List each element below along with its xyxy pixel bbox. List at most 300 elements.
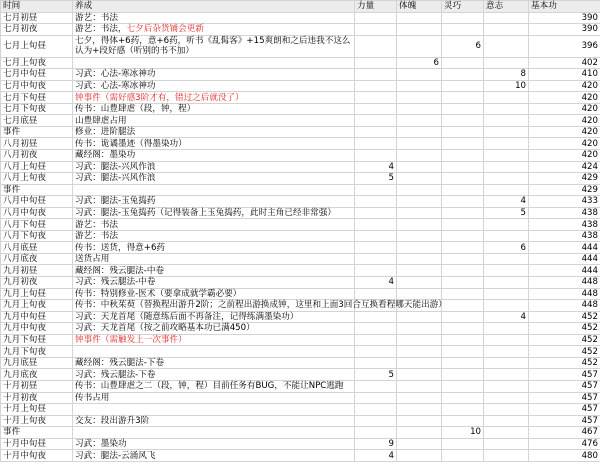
will-cell[interactable] xyxy=(484,438,529,450)
strength-cell[interactable] xyxy=(355,219,397,231)
body-cell[interactable] xyxy=(397,323,442,335)
header-cell[interactable]: 基本功 xyxy=(529,1,600,13)
time-cell[interactable]: 八月上旬昼 xyxy=(1,161,73,173)
will-cell[interactable]: 8 xyxy=(484,69,529,81)
activity-cell[interactable]: 习武：腿法-兴风作浪 xyxy=(73,161,355,173)
agility-cell[interactable] xyxy=(442,126,484,138)
time-cell[interactable]: 九月初昼 xyxy=(1,265,73,277)
agility-cell[interactable] xyxy=(442,334,484,346)
time-cell[interactable]: 十月初昼 xyxy=(1,380,73,392)
table-row xyxy=(1,184,600,196)
strength-cell[interactable] xyxy=(355,230,397,242)
basic-cell[interactable]: 457 xyxy=(529,380,600,392)
strength-cell[interactable] xyxy=(355,207,397,219)
body-cell[interactable] xyxy=(397,450,442,462)
agility-cell[interactable] xyxy=(442,242,484,254)
table-row xyxy=(1,219,600,231)
basic-cell[interactable]: 396 xyxy=(529,35,600,57)
strength-cell[interactable] xyxy=(355,392,397,404)
body-cell[interactable] xyxy=(397,80,442,92)
will-cell[interactable] xyxy=(484,115,529,127)
time-cell[interactable]: 八月中旬夜 xyxy=(1,207,73,219)
strength-cell[interactable] xyxy=(355,12,397,24)
strength-cell[interactable] xyxy=(355,184,397,196)
activity-cell[interactable]: 习武：天龙首尾（按之前攻略基本功已满450） xyxy=(73,323,355,335)
basic-cell[interactable]: 457 xyxy=(529,415,600,427)
activity-cell[interactable]: 传书：特别修业-医术（要拿成就学霸必要） xyxy=(73,288,355,300)
basic-cell[interactable]: 444 xyxy=(529,253,600,265)
body-cell[interactable] xyxy=(397,438,442,450)
agility-cell[interactable] xyxy=(442,253,484,265)
will-cell[interactable] xyxy=(484,346,529,358)
time-cell[interactable]: 七月初昼 xyxy=(1,12,73,24)
strength-cell[interactable] xyxy=(355,323,397,335)
header-row xyxy=(1,1,600,13)
agility-cell[interactable] xyxy=(442,92,484,104)
agility-cell[interactable] xyxy=(442,346,484,358)
body-cell[interactable] xyxy=(397,24,442,36)
agility-cell[interactable] xyxy=(442,69,484,81)
activity-cell[interactable]: 习武：心法-寒冰神功 xyxy=(73,80,355,92)
time-cell[interactable]: 事件 xyxy=(1,126,73,138)
agility-cell[interactable] xyxy=(442,300,484,312)
activity-cell[interactable]: 习武：腿法-玉兔捣药 xyxy=(73,196,355,208)
body-cell[interactable] xyxy=(397,311,442,323)
activity-cell[interactable]: 习武：残云腿法-中卷 xyxy=(73,277,355,289)
activity-cell[interactable]: 习武：残云腿法-下卷 xyxy=(73,369,355,381)
table-row xyxy=(1,265,600,277)
agility-cell[interactable] xyxy=(442,219,484,231)
time-cell[interactable]: 十月初夜 xyxy=(1,392,73,404)
strength-cell[interactable] xyxy=(355,150,397,162)
basic-cell[interactable]: 448 xyxy=(529,277,600,289)
basic-cell[interactable]: 429 xyxy=(529,184,600,196)
time-cell[interactable]: 事件 xyxy=(1,427,73,439)
header-cell[interactable]: 灵巧 xyxy=(442,1,484,13)
agility-cell[interactable] xyxy=(442,230,484,242)
will-cell[interactable] xyxy=(484,138,529,150)
will-cell[interactable] xyxy=(484,404,529,416)
agility-cell[interactable] xyxy=(442,277,484,289)
activity-cell[interactable]: 传书：诡谲墨迹（得墨染功） xyxy=(73,138,355,150)
basic-cell[interactable]: 452 xyxy=(529,334,600,346)
activity-text: 游艺：书法， xyxy=(75,24,127,35)
activity-cell[interactable]: 藏经阁：残云腿法-中卷 xyxy=(73,265,355,277)
strength-cell[interactable] xyxy=(355,57,397,69)
will-cell[interactable] xyxy=(484,357,529,369)
table-row xyxy=(1,346,600,358)
basic-cell[interactable]: 444 xyxy=(529,265,600,277)
time-cell[interactable]: 八月中旬昼 xyxy=(1,196,73,208)
strength-cell[interactable] xyxy=(355,35,397,57)
will-cell[interactable] xyxy=(484,219,529,231)
basic-cell[interactable]: 420 xyxy=(529,80,600,92)
will-cell[interactable] xyxy=(484,126,529,138)
table-row xyxy=(1,450,600,462)
activity-cell[interactable]: 钟事件（需触发上一次事件） xyxy=(73,334,355,346)
strength-cell[interactable] xyxy=(355,380,397,392)
activity-cell[interactable]: 交友：段出游升3阶 xyxy=(73,415,355,427)
agility-cell[interactable] xyxy=(442,138,484,150)
body-cell[interactable] xyxy=(397,196,442,208)
strength-cell[interactable] xyxy=(355,242,397,254)
time-cell[interactable]: 七月中旬昼 xyxy=(1,69,73,81)
body-cell[interactable] xyxy=(397,92,442,104)
agility-cell[interactable] xyxy=(442,115,484,127)
agility-cell[interactable] xyxy=(442,404,484,416)
body-cell[interactable] xyxy=(397,69,442,81)
body-cell[interactable] xyxy=(397,242,442,254)
table-row xyxy=(1,150,600,162)
activity-cell[interactable]: 传书：中秋茱萸（替换程出游升2阶；之前程出游换成钟，这里和上面3回合互换看程哪天能出游） xyxy=(73,300,355,312)
table-row xyxy=(1,103,600,115)
strength-cell[interactable] xyxy=(355,103,397,115)
activity-cell[interactable] xyxy=(73,427,355,439)
agility-cell[interactable] xyxy=(442,415,484,427)
time-cell[interactable]: 七月下旬夜 xyxy=(1,103,73,115)
basic-cell[interactable]: 438 xyxy=(529,219,600,231)
time-cell[interactable]: 七月上旬夜 xyxy=(1,57,73,69)
strength-cell[interactable] xyxy=(355,334,397,346)
body-cell[interactable] xyxy=(397,115,442,127)
strength-cell[interactable] xyxy=(355,311,397,323)
time-cell[interactable]: 八月初昼 xyxy=(1,138,73,150)
strength-cell[interactable] xyxy=(355,115,397,127)
activity-cell[interactable]: 钟事件（需好感3阶才有，错过之后就没了） xyxy=(73,92,355,104)
body-cell[interactable] xyxy=(397,161,442,173)
body-cell[interactable] xyxy=(397,392,442,404)
body-cell[interactable] xyxy=(397,219,442,231)
time-cell[interactable]: 七月底昼 xyxy=(1,115,73,127)
time-cell[interactable]: 八月上旬夜 xyxy=(1,173,73,185)
strength-cell[interactable] xyxy=(355,126,397,138)
table-row xyxy=(1,277,600,289)
activity-cell[interactable]: 传书占用 xyxy=(73,392,355,404)
agility-cell[interactable] xyxy=(442,24,484,36)
activity-cell[interactable]: 送货占用 xyxy=(73,253,355,265)
time-cell[interactable]: 九月下旬昼 xyxy=(1,334,73,346)
basic-cell[interactable]: 420 xyxy=(529,115,600,127)
table-row xyxy=(1,392,600,404)
agility-cell[interactable] xyxy=(442,450,484,462)
strength-cell[interactable] xyxy=(355,253,397,265)
header-cell[interactable]: 时间 xyxy=(1,1,73,13)
time-cell[interactable]: 九月上旬夜 xyxy=(1,300,73,312)
will-cell[interactable] xyxy=(484,92,529,104)
basic-cell[interactable]: 457 xyxy=(529,392,600,404)
will-cell[interactable] xyxy=(484,392,529,404)
activity-cell[interactable] xyxy=(73,184,355,196)
body-cell[interactable] xyxy=(397,253,442,265)
will-cell[interactable]: 5 xyxy=(484,207,529,219)
body-cell[interactable] xyxy=(397,184,442,196)
time-cell[interactable]: 八月底夜 xyxy=(1,253,73,265)
will-cell[interactable] xyxy=(484,57,529,69)
will-cell[interactable] xyxy=(484,265,529,277)
time-cell[interactable]: 九月下旬夜 xyxy=(1,346,73,358)
agility-cell[interactable]: 6 xyxy=(442,35,484,57)
will-cell[interactable] xyxy=(484,415,529,427)
strength-cell[interactable] xyxy=(355,138,397,150)
agility-cell[interactable] xyxy=(442,103,484,115)
agility-cell[interactable] xyxy=(442,173,484,185)
activity-cell[interactable]: 传书：送货，得意+6药 xyxy=(73,242,355,254)
basic-cell[interactable]: 390 xyxy=(529,12,600,24)
basic-cell[interactable]: 448 xyxy=(529,288,600,300)
will-cell[interactable] xyxy=(484,24,529,36)
activity-cell[interactable] xyxy=(73,346,355,358)
time-cell[interactable]: 七月初夜 xyxy=(1,24,73,36)
table-row xyxy=(1,24,600,36)
activity-cell[interactable]: 习武：墨染功 xyxy=(73,438,355,450)
activity-cell[interactable]: 游艺：书法 xyxy=(73,219,355,231)
body-cell[interactable] xyxy=(397,35,442,57)
activity-cell[interactable]: 藏经阁：残云腿法-下卷 xyxy=(73,357,355,369)
activity-cell[interactable] xyxy=(73,404,355,416)
strength-cell[interactable]: 5 xyxy=(355,369,397,381)
body-cell[interactable]: 6 xyxy=(397,57,442,69)
basic-cell[interactable]: 452 xyxy=(529,323,600,335)
agility-cell[interactable] xyxy=(442,357,484,369)
strength-cell[interactable]: 4 xyxy=(355,161,397,173)
body-cell[interactable] xyxy=(397,12,442,24)
will-cell[interactable]: 6 xyxy=(484,242,529,254)
will-cell[interactable] xyxy=(484,230,529,242)
strength-cell[interactable] xyxy=(355,346,397,358)
will-cell[interactable]: 10 xyxy=(484,80,529,92)
time-cell[interactable]: 八月初夜 xyxy=(1,150,73,162)
activity-cell[interactable]: 习武：心法-寒冰神功 xyxy=(73,69,355,81)
basic-cell[interactable]: 438 xyxy=(529,230,600,242)
strength-cell[interactable]: 9 xyxy=(355,438,397,450)
basic-cell[interactable]: 402 xyxy=(529,57,600,69)
activity-cell[interactable]: 习武：腿法-玉兔捣药（记得装备上玉兔捣药，此时主角已经非常强） xyxy=(73,207,355,219)
will-cell[interactable] xyxy=(484,35,529,57)
will-cell[interactable] xyxy=(484,427,529,439)
will-cell[interactable] xyxy=(484,450,529,462)
table-row xyxy=(1,80,600,92)
time-cell[interactable]: 九月上旬昼 xyxy=(1,288,73,300)
time-cell[interactable]: 十月上旬夜 xyxy=(1,415,73,427)
basic-cell[interactable]: 429 xyxy=(529,173,600,185)
agility-cell[interactable] xyxy=(442,196,484,208)
time-cell[interactable]: 七月下旬昼 xyxy=(1,92,73,104)
agility-cell[interactable] xyxy=(442,380,484,392)
basic-cell[interactable]: 452 xyxy=(529,357,600,369)
body-cell[interactable] xyxy=(397,404,442,416)
body-cell[interactable] xyxy=(397,346,442,358)
will-cell[interactable]: 4 xyxy=(484,196,529,208)
activity-cell[interactable]: 习武：天龙首尾（随意练后面不再备注，记得练满墨染功） xyxy=(73,311,355,323)
will-cell[interactable] xyxy=(484,369,529,381)
agility-cell[interactable] xyxy=(442,311,484,323)
will-cell[interactable] xyxy=(484,184,529,196)
strength-cell[interactable] xyxy=(355,69,397,81)
body-cell[interactable] xyxy=(397,369,442,381)
agility-cell[interactable] xyxy=(442,438,484,450)
body-cell[interactable] xyxy=(397,334,442,346)
basic-cell[interactable]: 457 xyxy=(529,369,600,381)
body-cell[interactable] xyxy=(397,380,442,392)
strength-cell[interactable] xyxy=(355,80,397,92)
body-cell[interactable] xyxy=(397,103,442,115)
table-row xyxy=(1,380,600,392)
will-cell[interactable] xyxy=(484,12,529,24)
time-cell[interactable]: 八月下旬昼 xyxy=(1,219,73,231)
basic-cell[interactable]: 420 xyxy=(529,92,600,104)
will-cell[interactable] xyxy=(484,323,529,335)
agility-cell[interactable] xyxy=(442,288,484,300)
body-cell[interactable] xyxy=(397,357,442,369)
agility-cell[interactable] xyxy=(442,369,484,381)
strength-cell[interactable] xyxy=(355,357,397,369)
agility-cell[interactable] xyxy=(442,265,484,277)
will-cell[interactable] xyxy=(484,173,529,185)
table-row xyxy=(1,415,600,427)
strength-cell[interactable] xyxy=(355,404,397,416)
agility-cell[interactable] xyxy=(442,161,484,173)
time-cell[interactable]: 八月底昼 xyxy=(1,242,73,254)
time-cell[interactable]: 九月底昼 xyxy=(1,357,73,369)
table-row xyxy=(1,207,600,219)
table-row xyxy=(1,369,600,381)
basic-cell[interactable]: 467 xyxy=(529,427,600,439)
strength-cell[interactable]: 4 xyxy=(355,450,397,462)
time-cell[interactable]: 八月下旬夜 xyxy=(1,230,73,242)
activity-cell[interactable]: 传书：山豊肆虐之二（段，钟，程）目前任务有BUG，不能让NPC逃跑 xyxy=(73,380,355,392)
will-cell[interactable] xyxy=(484,103,529,115)
table-row xyxy=(1,427,600,439)
activity-cell[interactable]: 山豊肆虐占用 xyxy=(73,115,355,127)
body-cell[interactable] xyxy=(397,427,442,439)
body-cell[interactable] xyxy=(397,265,442,277)
time-cell[interactable]: 九月初夜 xyxy=(1,277,73,289)
basic-cell[interactable]: 420 xyxy=(529,150,600,162)
table-row xyxy=(1,300,600,312)
will-cell[interactable] xyxy=(484,300,529,312)
strength-cell[interactable]: 4 xyxy=(355,277,397,289)
body-cell[interactable] xyxy=(397,277,442,289)
will-cell[interactable] xyxy=(484,334,529,346)
basic-cell[interactable]: 448 xyxy=(529,300,600,312)
time-cell[interactable]: 十月中旬夜 xyxy=(1,450,73,462)
body-cell[interactable] xyxy=(397,230,442,242)
basic-cell[interactable]: 452 xyxy=(529,346,600,358)
agility-cell[interactable] xyxy=(442,392,484,404)
time-cell[interactable]: 七月中旬夜 xyxy=(1,80,73,92)
body-cell[interactable] xyxy=(397,173,442,185)
table-row xyxy=(1,311,600,323)
will-cell[interactable] xyxy=(484,150,529,162)
header-cell[interactable]: 体魄 xyxy=(397,1,442,13)
will-cell[interactable] xyxy=(484,277,529,289)
agility-cell[interactable] xyxy=(442,57,484,69)
strength-cell[interactable] xyxy=(355,288,397,300)
agility-cell[interactable] xyxy=(442,150,484,162)
agility-cell[interactable] xyxy=(442,323,484,335)
time-cell[interactable]: 七月上旬昼 xyxy=(1,35,73,57)
will-cell[interactable]: 4 xyxy=(484,311,529,323)
body-cell[interactable] xyxy=(397,138,442,150)
body-cell[interactable] xyxy=(397,150,442,162)
agility-cell[interactable] xyxy=(442,207,484,219)
table-row xyxy=(1,253,600,265)
basic-cell[interactable]: 420 xyxy=(529,138,600,150)
time-cell[interactable]: 事件 xyxy=(1,184,73,196)
table-row xyxy=(1,242,600,254)
time-cell[interactable]: 十月上旬昼 xyxy=(1,404,73,416)
basic-cell[interactable]: 433 xyxy=(529,196,600,208)
activity-cell[interactable] xyxy=(73,24,355,36)
basic-cell[interactable]: 476 xyxy=(529,438,600,450)
table-row xyxy=(1,126,600,138)
agility-cell[interactable]: 10 xyxy=(442,427,484,439)
activity-cell[interactable]: 习武：腿法-兴风作浪 xyxy=(73,173,355,185)
table-row xyxy=(1,230,600,242)
body-cell[interactable] xyxy=(397,288,442,300)
activity-cell[interactable]: 藏经阁：墨染功 xyxy=(73,150,355,162)
strength-cell[interactable] xyxy=(355,265,397,277)
agility-cell[interactable] xyxy=(442,80,484,92)
body-cell[interactable] xyxy=(397,207,442,219)
header-cell[interactable]: 养成 xyxy=(73,1,355,13)
time-cell[interactable]: 九月中旬夜 xyxy=(1,323,73,335)
basic-cell[interactable]: 480 xyxy=(529,450,600,462)
table-row xyxy=(1,12,600,24)
basic-cell[interactable]: 410 xyxy=(529,69,600,81)
basic-cell[interactable]: 457 xyxy=(529,404,600,416)
time-cell[interactable]: 十月中旬昼 xyxy=(1,438,73,450)
agility-cell[interactable] xyxy=(442,12,484,24)
basic-cell[interactable]: 452 xyxy=(529,311,600,323)
time-cell[interactable]: 九月中旬昼 xyxy=(1,311,73,323)
basic-cell[interactable]: 438 xyxy=(529,207,600,219)
will-cell[interactable] xyxy=(484,161,529,173)
activity-cell[interactable]: 传书：山豊肆虐（段，钟，程） xyxy=(73,103,355,115)
activity-cell[interactable] xyxy=(73,57,355,69)
activity-cell[interactable]: 游艺：书法 xyxy=(73,230,355,242)
strength-cell[interactable] xyxy=(355,92,397,104)
strength-cell[interactable] xyxy=(355,196,397,208)
activity-cell[interactable]: 修业：进阶腿法 xyxy=(73,126,355,138)
table-row xyxy=(1,288,600,300)
header-cell[interactable]: 力量 xyxy=(355,1,397,13)
activity-cell[interactable]: 习武：腿法-云涌风飞 xyxy=(73,450,355,462)
basic-cell[interactable]: 444 xyxy=(529,242,600,254)
basic-cell[interactable]: 420 xyxy=(529,103,600,115)
body-cell[interactable] xyxy=(397,415,442,427)
table-row xyxy=(1,404,600,416)
basic-cell[interactable]: 420 xyxy=(529,126,600,138)
body-cell[interactable] xyxy=(397,126,442,138)
basic-cell[interactable]: 390 xyxy=(529,24,600,36)
will-cell[interactable] xyxy=(484,253,529,265)
activity-red-text: 七夕后杂货铺会更新 xyxy=(126,24,204,35)
agility-cell[interactable] xyxy=(442,184,484,196)
table-row xyxy=(1,161,600,173)
will-cell[interactable] xyxy=(484,288,529,300)
activity-cell[interactable]: 七夕，得体+6药，意+6药，听书《乱髯客》+15爽朗和之后违我不这么认为+段好感（听别的书不加） xyxy=(73,35,355,57)
will-cell[interactable] xyxy=(484,380,529,392)
time-cell[interactable]: 九月底夜 xyxy=(1,369,73,381)
strength-cell[interactable]: 5 xyxy=(355,173,397,185)
strength-cell[interactable] xyxy=(355,24,397,36)
strength-cell[interactable] xyxy=(355,415,397,427)
activity-cell[interactable]: 游艺：书法 xyxy=(73,12,355,24)
basic-cell[interactable]: 424 xyxy=(529,161,600,173)
header-cell[interactable]: 意志 xyxy=(484,1,529,13)
strength-cell[interactable] xyxy=(355,427,397,439)
